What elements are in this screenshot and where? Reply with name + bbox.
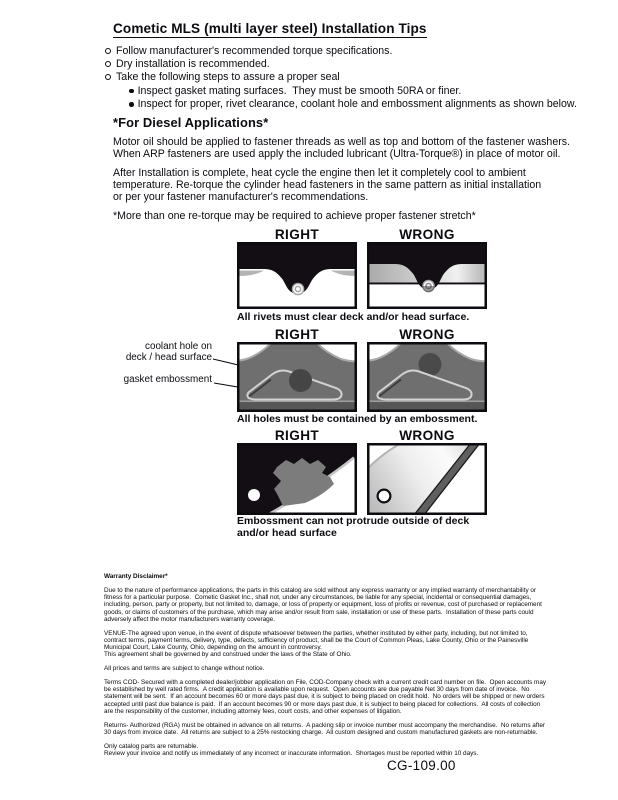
warranty-disclaimer <box>104 573 546 764</box>
tip-text: Follow manufacturer's recommended torque specifications. <box>116 44 393 57</box>
tip-text: Inspect for proper, rivet clearance, coolant hole and embossment alignments as shown below. <box>137 98 577 111</box>
disclaimer-heading: Warranty Disclaimer* <box>104 573 168 580</box>
fig1-wrong-label: WRONG <box>399 227 455 242</box>
fig1-right-diagram <box>237 242 357 309</box>
hollow-bullet-icon <box>105 61 111 67</box>
callout-coolant-hole: deck / head surface <box>125 352 212 364</box>
tip-text: Dry installation is recommended. <box>116 58 270 71</box>
disclaimer-paragraph: VENUE-The agreed upon venue, in the event of dispute whatsoever between the parties, whether instituted by either party, including, but not limited to, contract terms, payment terms, delivery, type, defects, sufficiency of product, shall be the Court of Common Pleas, Lake County, Ohio or the Painesville Municipal Court, Lake County, Ohio, depending on the amount in controversy. This agreement shall be governed by and construed under the laws of the State of Ohio. <box>104 629 529 659</box>
fig2-callouts <box>88 341 212 386</box>
fig1-wrong-diagram <box>367 242 487 309</box>
list-item <box>105 57 577 70</box>
fig3-wrong-label: WRONG <box>399 428 455 443</box>
fig3-right-diagram <box>237 443 357 515</box>
hollow-bullet-icon <box>105 74 111 80</box>
fig2-right-label: RIGHT <box>274 327 320 342</box>
page-title: Cometic MLS (multi layer steel) Installation Tips <box>113 21 427 36</box>
hollow-bullet-icon <box>105 48 111 54</box>
fig3-wrong-diagram <box>367 443 487 515</box>
tip-text: Take the following steps to assure a proper seal <box>116 71 340 84</box>
list-item <box>105 71 577 84</box>
disclaimer-paragraph: All prices and terms are subject to change without notice. <box>104 665 265 672</box>
list-item <box>105 44 577 57</box>
solid-bullet-icon <box>129 89 134 94</box>
diesel-note: *More than one re-torque may be required to achieve proper fastener stretch* <box>113 210 476 223</box>
list-item <box>129 98 577 111</box>
fig2-wrong-diagram <box>367 342 487 412</box>
disclaimer-paragraph: Due to the nature of performance applications, the parts in this catalog are sold without any express warranty or any implied warranty of merchantability or fitness for a particular purpose. Cometic Gasket Inc., shall not, under any circumstances, be liable for any special, incidental or consequential damages, including, person, party or property, but not limited to, damage, or loss of property or equipment, loss of profits or revenue, cost of purchased or replacement goods, or claims of customers of the purchase, which may arise and/or result from sale, installation or use of these parts. Installation of these parts could adversely affect the motor manufacturers warranty coverage. <box>104 586 542 623</box>
diesel-heading: *For Diesel Applications* <box>113 115 269 130</box>
list-item <box>129 84 577 97</box>
fig3-right-label: RIGHT <box>274 428 320 443</box>
callout-gasket-embossment: gasket embossment <box>123 374 212 386</box>
fig2-caption: All holes must be contained by an embossment. <box>237 413 478 425</box>
callout-coolant-hole: coolant hole on <box>145 341 212 352</box>
fig2-wrong-label: WRONG <box>399 327 455 342</box>
fig2-right-diagram <box>237 342 357 412</box>
fig1-caption: All rivets must clear deck and/or head surface. <box>237 311 470 323</box>
fig1-right-label: RIGHT <box>274 227 320 242</box>
solid-bullet-icon <box>129 102 134 107</box>
disclaimer-paragraph: Only catalog parts are returnable. Review your invoice and notify us immediately of any incorrect or inaccurate information. Shortages must be reported within 10 days. <box>104 742 479 757</box>
disclaimer-paragraph: Terms COD- Secured with a completed dealer/jobber application on File, COD-Company check with a current credit card number on file. Open accounts may be established by well rated firms. A credit application is available upon request. Open accounts are due payable Net 30 days from date of invoice. No statement will be sent. If an account becomes 60 or more days past due, it is subject to being placed on credit hold. No orders will be shipped or new orders accepted until past due balance is paid. If an account becomes 90 or more days past due, it is subject to being placed for collections. All costs of collection are the responsibility of the customer, including attorney fees, court costs, and other expenses of litigation. <box>104 678 547 715</box>
disclaimer-paragraph: Returns- Authorized (RGA) must be obtained in advance on all returns. A packing slip or invoice number must accompany the merchandise. No returns after 30 days from invoice date. All returns are subject to a 25% restocking charge. All custom designed and custom manufactured gaskets are non-returnable. <box>104 721 545 736</box>
tips-list <box>105 44 577 111</box>
fig3-caption: Embossment can not protrude outside of deck and/or head surface <box>237 515 470 539</box>
diesel-section <box>113 117 570 231</box>
diesel-paragraph-1: Motor oil should be applied to fastener threads as well as top and bottom of the fastener washers. When ARP fasteners are used apply the included lubricant (Ultra-Torque®) in place of motor oil. <box>113 135 570 160</box>
page-number: CG-109.00 <box>387 758 456 773</box>
diesel-paragraph-2: After Installation is complete, heat cycle the engine then let it completely cool to ambient temperature. Re-torque the cylinder head fasteners in the same pattern as initial installation or per your fastener manufacturer's recommendations. <box>113 167 542 204</box>
tip-text: Inspect gasket mating surfaces. They must be smooth 50RA or finer. <box>137 84 462 97</box>
